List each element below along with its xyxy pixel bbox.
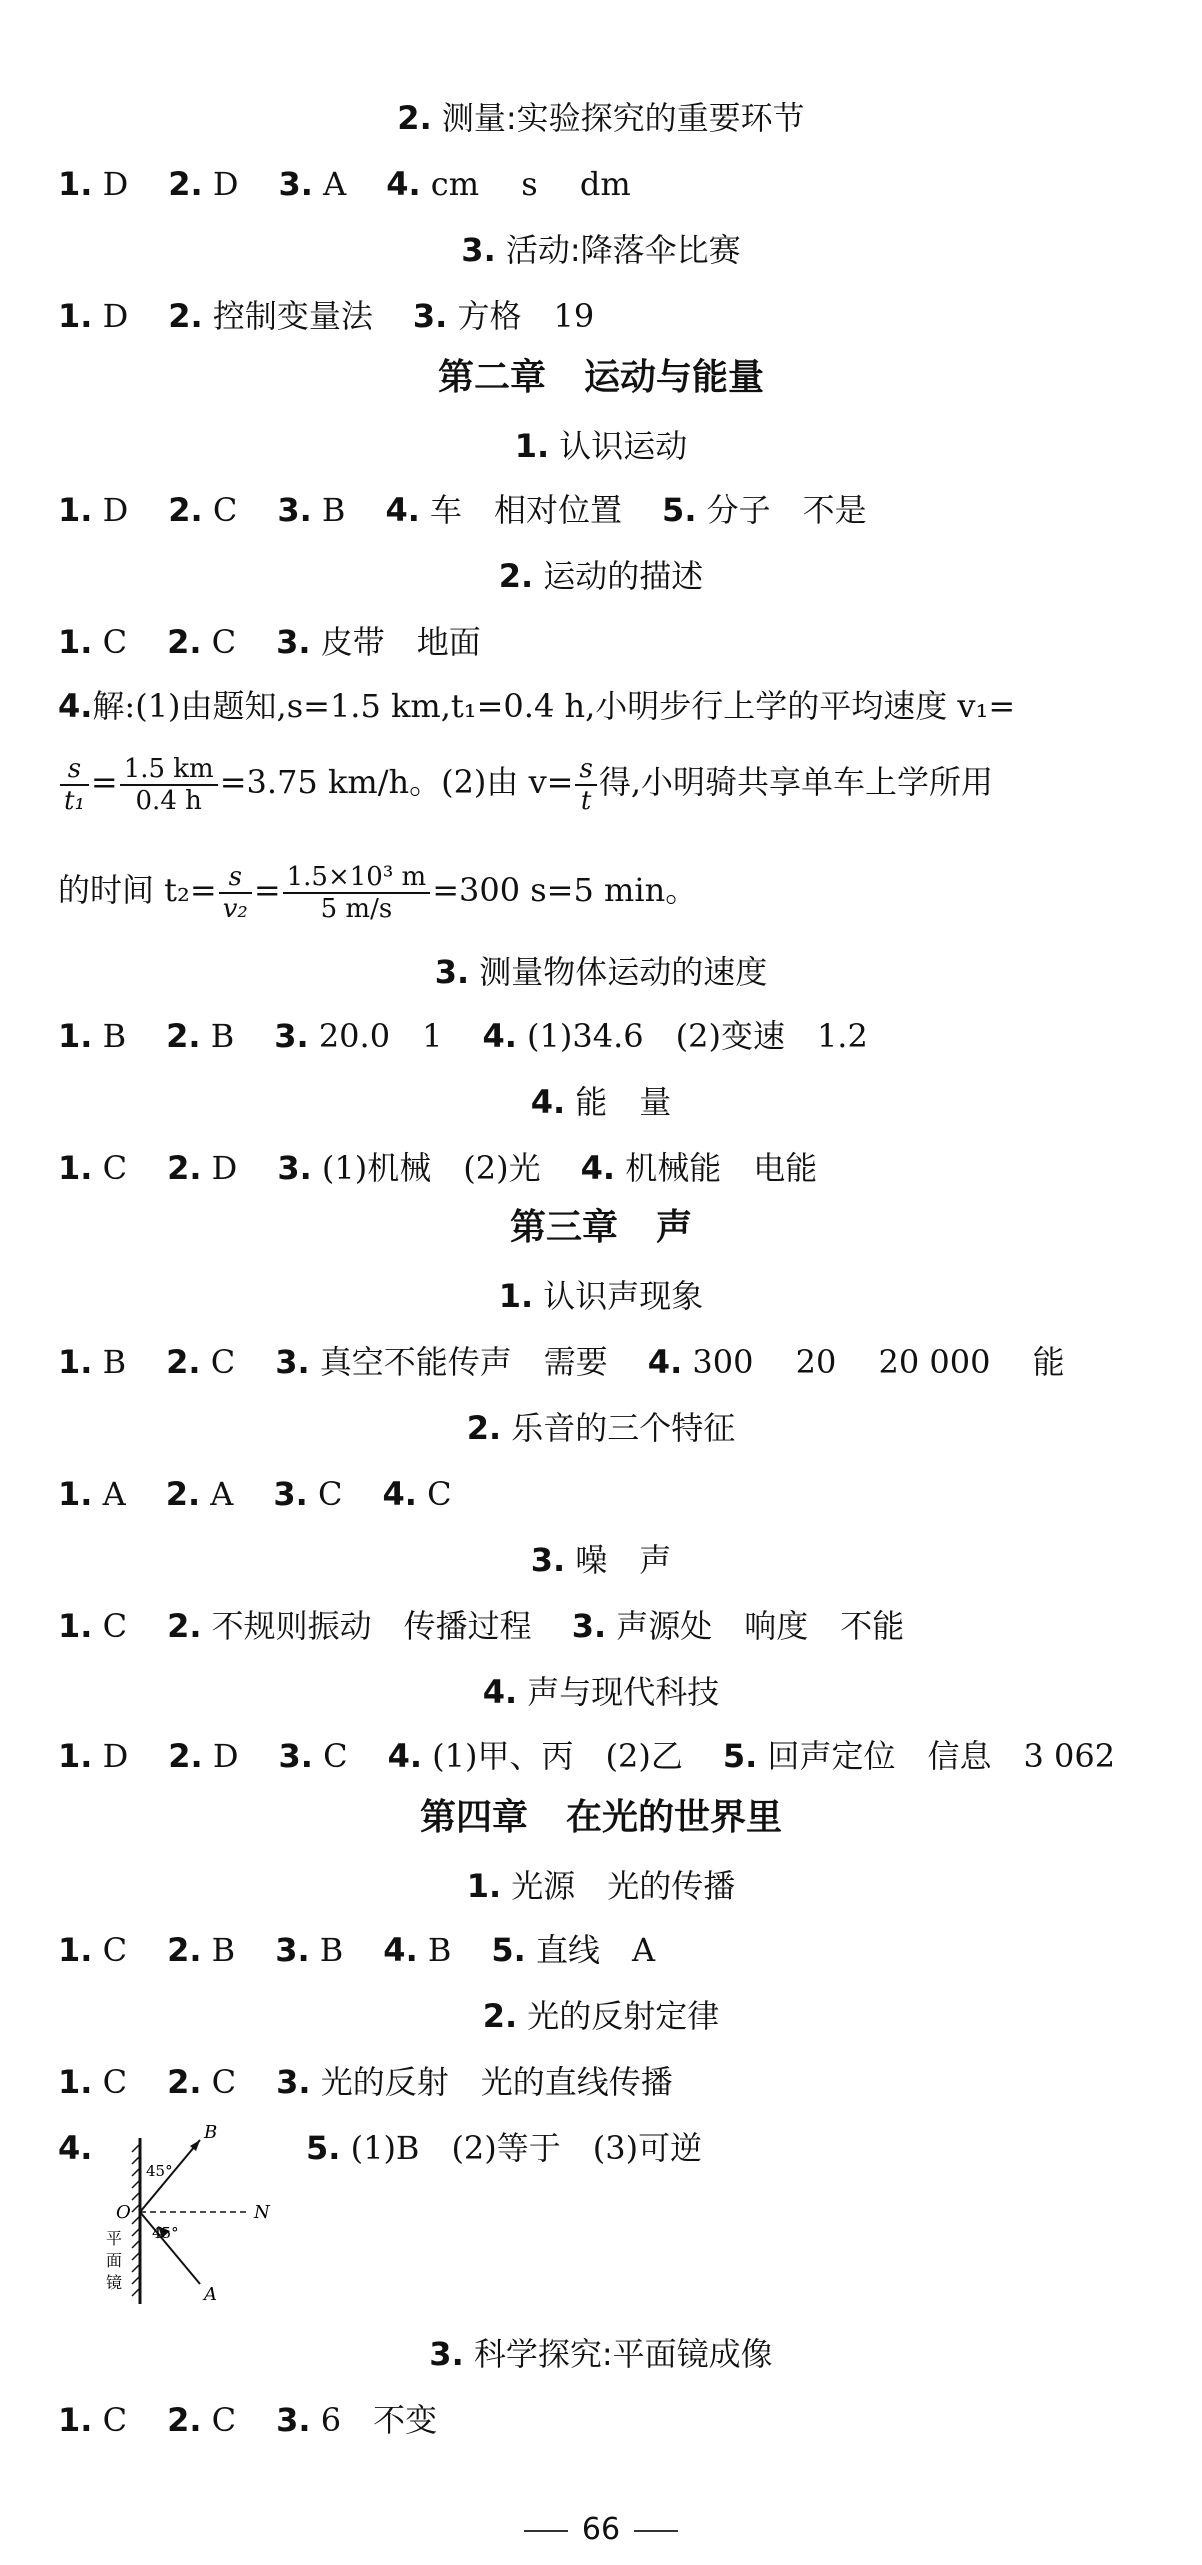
- section-number: 3.: [530, 1541, 566, 1579]
- section-title: 科学探究:平面镜成像: [473, 2335, 773, 2373]
- question-number: 1.: [58, 2063, 93, 2101]
- answer-item: [167, 1931, 235, 1969]
- section-number: 1.: [466, 1867, 502, 1905]
- answer-value: B: [210, 1017, 235, 1055]
- answer-value: B: [319, 1931, 344, 1969]
- section-heading: [0, 1408, 1202, 1448]
- section-number: 2.: [397, 99, 432, 137]
- section-heading: [0, 2334, 1202, 2374]
- answer-item: [58, 1149, 127, 1187]
- answer-value: 机械能 电能: [625, 1149, 818, 1187]
- section-number: 3.: [434, 953, 470, 991]
- answer-item: [167, 2063, 236, 2101]
- question-number: 2.: [166, 1017, 201, 1055]
- answer-item: [168, 1737, 238, 1775]
- answer-value: 分子 不是: [706, 491, 867, 529]
- solution-text: 的时间 t₂=: [58, 871, 217, 909]
- incident-ray: [140, 2212, 200, 2284]
- answer-item: [58, 1931, 127, 1969]
- angle-label: 45°: [152, 2224, 179, 2242]
- section-heading: [0, 426, 1202, 466]
- mirror-label: 平: [106, 2229, 123, 2248]
- solution-text: =300 s=5 min。: [432, 871, 698, 909]
- answer-value: C: [210, 1343, 236, 1381]
- question-number: 2.: [165, 1475, 201, 1513]
- fraction: $\frac{s}{t}$: [575, 754, 596, 816]
- answer-item: [276, 623, 481, 661]
- section-heading: [0, 1082, 1202, 1122]
- question-number: 1.: [58, 1475, 93, 1513]
- question-number: 2.: [168, 1737, 203, 1775]
- section-title: 认识声现象: [543, 1277, 704, 1315]
- chapter-label: 第三章: [509, 1207, 618, 1248]
- fraction: $\frac{\text{1.5×10³ m}}{5 m/s}$: [283, 862, 431, 924]
- question-number: 2.: [168, 165, 203, 203]
- section-number: 2.: [466, 1409, 502, 1447]
- mirror-label: 镜: [106, 2273, 123, 2292]
- answer-item: [58, 1017, 126, 1055]
- answer-row: [58, 296, 634, 336]
- answer-item: [58, 491, 128, 529]
- answer-value: C: [102, 1931, 128, 1969]
- question-number: 1.: [58, 2401, 93, 2439]
- answer-item: [168, 297, 373, 335]
- answer-item: [58, 623, 127, 661]
- answer-item: [166, 1475, 234, 1513]
- section-title: 测量:实验探究的重要环节: [441, 99, 805, 137]
- section-title: 乐音的三个特征: [511, 1409, 736, 1447]
- answer-row: [58, 490, 907, 530]
- answer-row: [58, 1606, 944, 1646]
- reflection-diagram: [100, 2118, 300, 2308]
- angle-label: 45°: [146, 2162, 173, 2180]
- question-number: 4.: [387, 1737, 422, 1775]
- section-number: 3.: [461, 231, 496, 269]
- answer-value: C: [102, 2063, 128, 2101]
- answer-item: [413, 297, 594, 335]
- answer-item: [662, 491, 867, 529]
- answer-item: [58, 1607, 127, 1645]
- answer-value: 直线 A: [536, 1931, 656, 1969]
- section-title: 噪 声: [575, 1541, 672, 1579]
- answer-item: [168, 491, 237, 529]
- question-number: 5.: [491, 1931, 526, 1969]
- answer-value: D: [102, 491, 129, 529]
- question-number: 4.: [482, 1017, 517, 1055]
- answer-value: 回声定位 信息 3 062: [767, 1737, 1116, 1775]
- answer-value: 光的反射 光的直线传播: [320, 2063, 673, 2101]
- answer-row: [58, 1736, 1155, 1776]
- answer-value: 真空不能传声 需要: [319, 1343, 608, 1381]
- question-number: 3.: [275, 1343, 310, 1381]
- answer-value: 控制变量法: [212, 297, 373, 335]
- section-heading: [0, 1276, 1202, 1316]
- section-title: 测量物体运动的速度: [479, 953, 768, 991]
- answer-value: D: [102, 165, 129, 203]
- question-number: 2.: [168, 297, 203, 335]
- answer-item: [572, 1607, 905, 1645]
- section-number: 4.: [530, 1083, 566, 1121]
- solution-line-2: $\frac{s}{\text{t₁}}$ = $\frac{1.5 km}{0.4 h}$ =3.75 km/h。(2)由 v= $\frac{s}{t}$ 得,小明骑共享单车上学所用: [58, 752, 993, 816]
- question-number: 4.: [647, 1343, 683, 1381]
- answer-item: [166, 1343, 235, 1381]
- answer-item: [167, 623, 236, 661]
- answer-value: cm s dm: [430, 165, 631, 203]
- answer-value: (1)34.6 (2)变速 1.2: [527, 1017, 868, 1055]
- section-number: 1.: [498, 1277, 534, 1315]
- answer-value: C: [102, 623, 128, 661]
- answer-item: [168, 165, 238, 203]
- answer-value: 声源处 响度 不能: [616, 1607, 905, 1645]
- mirror-label: 面: [106, 2251, 123, 2270]
- answer-row: [58, 1016, 908, 1056]
- answer-item: [58, 1343, 126, 1381]
- fraction: $\frac{s}{\text{v₂}}$: [219, 862, 252, 924]
- question-number: 5.: [662, 491, 697, 529]
- question-number: 1.: [58, 491, 93, 529]
- answer-item: [276, 2401, 437, 2439]
- answer-value: B: [321, 491, 346, 529]
- question-number: 3.: [278, 1737, 313, 1775]
- section-heading: [0, 1866, 1202, 1906]
- section-heading: [0, 98, 1202, 138]
- answer-value: D: [212, 165, 239, 203]
- question-number: 3.: [278, 165, 313, 203]
- question-number: 2.: [167, 1931, 202, 1969]
- question-number: 1.: [58, 297, 93, 335]
- question-number: 4.: [580, 1149, 616, 1187]
- question-number: 2.: [168, 491, 203, 529]
- label-b: B: [204, 2122, 218, 2143]
- chapter-title: 在光的世界里: [566, 1797, 783, 1838]
- answer-value: C: [212, 491, 238, 529]
- answer-item: [167, 1607, 532, 1645]
- answer-value: 车 相对位置: [430, 491, 623, 529]
- answer-value: B: [211, 1931, 236, 1969]
- answer-item: [383, 1931, 451, 1969]
- answer-item: [275, 1931, 343, 1969]
- answer-item: [581, 1149, 818, 1187]
- answer-value: A: [102, 1475, 126, 1513]
- answer-value: B: [102, 1017, 127, 1055]
- question-number: 2.: [167, 2401, 202, 2439]
- section-heading: [0, 1540, 1202, 1580]
- question-number: 2.: [166, 1343, 201, 1381]
- section-title: 光的反射定律: [527, 1997, 720, 2035]
- answer-item: [648, 1343, 1065, 1381]
- solution-line-1: [58, 686, 1015, 726]
- question-number: 3.: [277, 491, 312, 529]
- question-number: 3.: [274, 1017, 309, 1055]
- answer-item: [382, 1475, 451, 1513]
- answer-item: [386, 165, 630, 203]
- solution-text: =3.75 km/h。(2)由 v=: [219, 763, 574, 801]
- question-number: 3.: [275, 1931, 310, 1969]
- answer-item: [385, 491, 622, 529]
- answer-row: [58, 2062, 713, 2102]
- question-number: 1.: [58, 1931, 93, 1969]
- answer-value: C: [323, 1737, 348, 1775]
- answer-value: C: [318, 1475, 343, 1513]
- question-number: 5.: [722, 1737, 758, 1775]
- question-number: 3.: [412, 297, 448, 335]
- answer-item: [58, 1475, 126, 1513]
- answer-value: D: [102, 297, 129, 335]
- chapter-label: 第二章: [437, 357, 546, 398]
- answer-item: [58, 2063, 127, 2101]
- question-number: 1.: [58, 1017, 93, 1055]
- answer-item: [276, 2063, 673, 2101]
- answer-value: A: [210, 1475, 234, 1513]
- section-heading: [0, 952, 1202, 992]
- solution-text: 得,小明骑共享单车上学所用: [598, 763, 994, 801]
- question-number: 2.: [167, 623, 202, 661]
- chapter-label: 第四章: [419, 1797, 528, 1838]
- section-heading: [0, 1672, 1202, 1712]
- answer-value: C: [211, 2063, 237, 2101]
- section-title: 运动的描述: [543, 557, 704, 595]
- answer-value: C: [211, 2401, 237, 2439]
- question-number: 1.: [58, 1149, 93, 1187]
- section-number: 1.: [514, 427, 550, 465]
- answer-value: B: [427, 1931, 452, 1969]
- question-number: 1.: [58, 165, 93, 203]
- answer-value: D: [212, 1737, 239, 1775]
- answer-value: 不规则振动 传播过程: [211, 1607, 532, 1645]
- question-number: 4.: [386, 165, 421, 203]
- question-number: 1.: [58, 623, 93, 661]
- fraction: $\frac{1.5 km}{0.4 h}$: [120, 754, 218, 816]
- answer-item: [167, 1149, 237, 1187]
- answer-value: 皮带 地面: [320, 623, 481, 661]
- answer-row: [58, 2400, 477, 2440]
- question-number: 4.: [385, 491, 420, 529]
- answer-item: [279, 1737, 348, 1775]
- answer-row: [58, 164, 671, 204]
- section-title: 认识运动: [559, 427, 688, 465]
- answer-value: C: [211, 623, 237, 661]
- section-heading: [0, 230, 1202, 270]
- answer-row: [58, 1342, 1105, 1382]
- answer-item: [279, 165, 347, 203]
- question-number: 3.: [571, 1607, 607, 1645]
- question-number: 4.: [383, 1931, 418, 1969]
- section-number: 3.: [429, 2335, 464, 2373]
- answer-item: [167, 2401, 236, 2439]
- answer-value: A: [323, 165, 347, 203]
- answer-item: [274, 1017, 442, 1055]
- answer-value: (1)机械 (2)光: [321, 1149, 541, 1187]
- answer-value: D: [102, 1737, 129, 1775]
- question-number: 3.: [273, 1475, 308, 1513]
- answer-row: [58, 1930, 695, 1970]
- answer-item: [388, 1737, 683, 1775]
- question-number: 4.: [58, 2129, 93, 2167]
- answer-item: [58, 2401, 127, 2439]
- section-number: 2.: [482, 1997, 518, 2035]
- section-title: 光源 光的传播: [511, 1867, 736, 1905]
- answer-item: [58, 297, 128, 335]
- chapter-title: 运动与能量: [584, 357, 765, 398]
- answer-value: 6 不变: [320, 2401, 438, 2439]
- question-number: 3.: [276, 623, 311, 661]
- chapter-title: 声: [656, 1207, 693, 1248]
- label-o: O: [116, 2202, 131, 2223]
- section-title: 活动:降落伞比赛: [505, 231, 741, 269]
- section-number: 4.: [482, 1673, 518, 1711]
- chapter-heading: [0, 1208, 1202, 1248]
- solution-text: 解:(1)由题知,s=1.5 km,t₁=0.4 h,小明步行上学的平均速度 v₁=: [92, 687, 1016, 725]
- question-number: 4.: [382, 1475, 417, 1513]
- answer-item: [482, 1017, 867, 1055]
- answer-item: [273, 1475, 342, 1513]
- answer-row: [58, 622, 521, 662]
- answer-value: (1)甲、丙 (2)乙: [432, 1737, 683, 1775]
- answer-item: [58, 165, 128, 203]
- answer-value: (1)B (2)等于 (3)可逆: [350, 2129, 703, 2167]
- question-number: 2.: [167, 1149, 202, 1187]
- answer-value: 300 20 20 000 能: [692, 1343, 1065, 1381]
- section-title: 声与现代科技: [527, 1673, 720, 1711]
- question-number: 1.: [58, 1607, 93, 1645]
- answer-value: C: [102, 1607, 128, 1645]
- label-n: N: [254, 2202, 270, 2223]
- answer-item: [58, 1737, 128, 1775]
- question-number: 5.: [306, 2129, 341, 2167]
- question-number: 1.: [58, 1343, 93, 1381]
- answer-row: [58, 1474, 492, 1514]
- answer-value: 20.0 1: [318, 1017, 443, 1055]
- section-heading: [0, 556, 1202, 596]
- question-number: 3.: [276, 2063, 311, 2101]
- answer-row: [58, 1148, 857, 1188]
- question-number: 3.: [277, 1149, 312, 1187]
- answer-item: [277, 1149, 540, 1187]
- answer-value: B: [102, 1343, 127, 1381]
- answer-value: C: [102, 2401, 128, 2439]
- answer-row: [306, 2128, 742, 2168]
- solution-line-3: 的时间 t₂= $\frac{s}{\text{v₂}}$ = $\frac{\text{1.5×10³ m}}{5 m/s}$ =300 s=5 min。: [58, 861, 698, 924]
- answer-item: [723, 1737, 1115, 1775]
- section-number: 2.: [498, 557, 534, 595]
- question-number: 1.: [58, 1737, 93, 1775]
- answer-value: D: [211, 1149, 238, 1187]
- answer-item: [277, 491, 345, 529]
- chapter-heading: [0, 358, 1202, 398]
- answer-value: C: [102, 1149, 128, 1187]
- answer-value: 方格 19: [457, 297, 595, 335]
- answer-item: [491, 1931, 655, 1969]
- chapter-heading: [0, 1798, 1202, 1838]
- section-heading: [0, 1996, 1202, 2036]
- answer-value: C: [427, 1475, 452, 1513]
- answer-item: [166, 1017, 234, 1055]
- question-number: 4.: [58, 687, 93, 725]
- page-number: 66: [0, 2512, 1202, 2547]
- answer-item: [275, 1343, 608, 1381]
- label-a: A: [204, 2284, 217, 2305]
- section-title: 能 量: [575, 1083, 672, 1121]
- question-number: 2.: [167, 2063, 202, 2101]
- question-number: 3.: [276, 2401, 311, 2439]
- fraction: $\frac{s}{\text{t₁}}$: [60, 754, 89, 816]
- question-number: 2.: [167, 1607, 202, 1645]
